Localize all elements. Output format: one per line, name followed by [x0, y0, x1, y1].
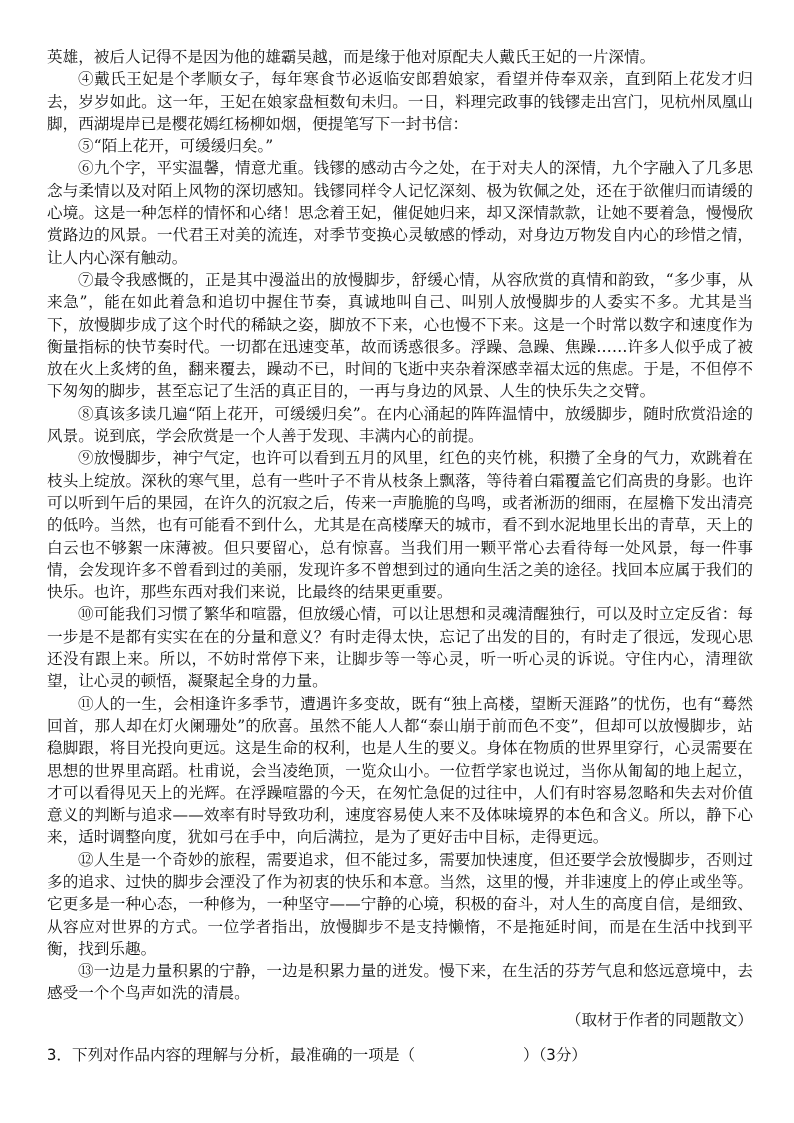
paragraph: ⑦最令我感慨的，正是其中漫溢出的放慢脚步，舒缓心情，从容欣赏的真情和韵致，“多少事，从来急”，能在如此着急和追切中握住节奏，真诚地叫自己、叫别人放慢脚步的人委实不多。尤其是当下，放慢脚步成了这个时代的稀缺之姿，脚放不下来，心也慢不下来。这是一个时常以数字和速度作为衡量指标的快节奏时代。一切都在迅速变革，故而诱惑很多。浮躁、急躁、焦躁……许多人似乎成了被放在火上炙烤的鱼，翻来覆去，躁动不已，时间的飞逝中夹杂着深感幸福太远的焦虑。于是，不但停不下匆匆的脚步，甚至忘记了生活的真正目的，一再与身边的风景、人生的快乐失之交臂。 — [47, 270, 753, 401]
question-text: 3．下列对作品内容的理解与分析，最准确的一项是（ — [47, 1046, 416, 1064]
paragraph: ⑪人的一生，会相逢许多季节，遭遇许多变故，既有“独上高楼，望断天涯路”的忧伤，也有“蓦然回首，那人却在灯火阑珊处”的欣喜。虽然不能人人都“泰山崩于前而色不变”，但却可以放慢脚步，站稳脚跟，将目光投向更远。这是生命的权利，也是人生的要义。身体在物质的世界里穿行，心灵需要在思想的世界里高蹈。杜甫说，会当凌绝顶，一览众山小。一位哲学家也说过，当你从匍匐的地上起立，才可以看得见天上的光辉。在浮躁喧嚣的今天，在匆忙急促的过往中，人们有时容易忽略和失去对价值意义的判断与追求——效率有时导致功利，速度容易使人来不及体味境界的本色和含义。所以，静下心来，适时调整向度，犹如弓在手中，向后满拉，是为了更好击中目标，走得更远。 — [47, 694, 753, 847]
paragraph: ⑬一边是力量积累的宁静，一边是积累力量的迸发。慢下来，在生活的芬芳气息和悠远意境中，去感受一个个鸟声如洗的清晨。 — [47, 962, 753, 1003]
question-3 — [47, 1044, 587, 1066]
paragraph: ⑥九个字，平实温馨，情意尤重。钱镠的感动古今之处，在于对夫人的深情，九个字融入了几多思念与柔情以及对陌上风物的深切感知。钱镠同样令人记忆深刻、极为钦佩之处，还在于欲催归而请缓的心境。这是一种怎样的情怀和心绪！思念着王妃，催促她归来，却又深情款款，让她不要着急，慢慢欣赏路边的风景。一代君王对美的流连，对季节变换心灵敏感的悸动，对身边万物发自内心的珍惜之情，让人内心深有触动。 — [47, 159, 753, 267]
paragraph: 英雄，被后人记得不是因为他的雄霸吴越，而是缘于他对原配夫人戴氏王妃的一片深情。 — [47, 48, 656, 66]
paragraph: ⑩可能我们习惯了繁华和喧嚣，但放缓心情，可以让思想和灵魂清醒独行，可以及时立定反省：每一步是不是都有实实在在的分量和意义？有时走得太快，忘记了出发的目的，有时走了很远，发现心思还没有跟上来。所以，不妨时常停下来，让脚步等一等心灵，听一听心灵的诉说。守住内心，清理欲望，让心灵的顿悟，凝聚起全身的力量。 — [47, 605, 753, 691]
article-body — [47, 46, 753, 1031]
source-note: （取材于作者的同题散文） — [565, 1010, 753, 1029]
paragraph: ④戴氏王妃是个孝顺女子，每年寒食节必返临安郎碧娘家，看望并侍奉双亲，直到陌上花发才归去，岁岁如此。这一年，王妃在娘家盘桓数旬未归。一日，料理完政事的钱镠走出宫门，见杭州凤凰山脚，西湖堤岸已是樱花嫣红杨柳如烟，便提笔写下一封书信： — [47, 70, 753, 133]
paragraph: ⑧真该多读几遍“陌上花开，可缓缓归矣”。在内心涌起的阵阵温情中，放缓脚步，随时欣赏沿途的风景。说到底，学会欣赏是一个人善于发现、丰满内心的前提。 — [47, 404, 753, 446]
paragraph: ⑨放慢脚步，神宁气定，也许可以看到五月的风里，红色的夹竹桃，积攒了全身的气力，欢跳着在枝头上绽放。深秋的寒气里，总有一些叶子不肯从枝条上飘落，等待着白霜覆盖它们高贵的身影。也许可以听到午后的果园，在许久的沉寂之后，传来一声脆脆的鸟鸣，或者淅沥的细雨，在屋檐下发出清亮的低吟。当然，也有可能看不到什么，尤其是在高楼摩天的城市，看不到水泥地里长出的青草，天上的白云也不够絮一床薄被。但只要留心，总有惊喜。当我们用一颗平常心去看待每一处风景，每一件事情，会发现许多不曾看到过的美丽，发现许多不曾想到过的通向生活之美的途径。找回本应属于我们的快乐。也许，那些东西对我们来说，比最终的结果更重要。 — [47, 449, 753, 602]
paragraph: ⑤“陌上花开，可缓缓归矣。” — [78, 137, 274, 156]
paragraph: ⑫人生是一个奇妙的旅程，需要追求，但不能过多，需要加快速度，但还要学会放慢脚步，否则过多的追求、过快的脚步会湮没了作为初衷的快乐和本意。当然，这里的慢，并非速度上的停止或坐等。它更多是一种心态，一种修为，一种坚守——宁静的心境，积极的奋斗，对人生的高度自信，是细致、从容应对世界的方式。一位学者指出，放慢脚步不是支持懒惰，不是拖延时间，而是在生活中找到平衡，找到乐趣。 — [47, 850, 753, 958]
question-score: ）（3分） — [523, 1046, 588, 1064]
